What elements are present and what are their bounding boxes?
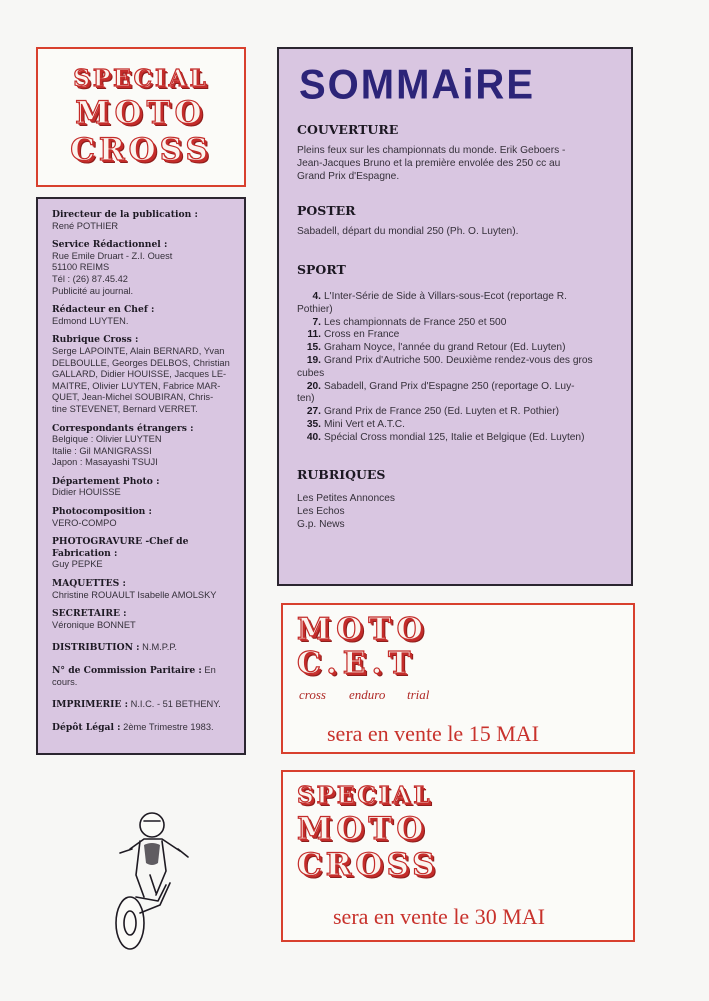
sport-item xyxy=(295,355,615,368)
sport-item-text: Cross en France xyxy=(324,329,400,341)
sport-list xyxy=(295,291,615,445)
logo-line-moto: MOTO xyxy=(75,95,207,131)
masthead-text: Didier HOUISSE xyxy=(52,487,121,498)
masthead-label: Service Rédactionnel : xyxy=(52,239,168,251)
masthead-label: Rédacteur en Chef : xyxy=(52,304,155,316)
couverture-line: Pleins feux sur les championnats du monde. Erik Geboers - xyxy=(297,145,566,156)
sport-item-text: ten) xyxy=(297,393,315,405)
masthead-label: Photocomposition : xyxy=(52,506,152,518)
section-poster-text xyxy=(295,225,615,238)
section-poster-heading: POSTER xyxy=(297,203,356,218)
masthead-text: QUET, Jean-Michel SOUBIRAN, Chris- xyxy=(52,392,214,403)
masthead-text: VERO-COMPO xyxy=(52,517,117,528)
sport-item-page: 40. xyxy=(306,431,321,443)
masthead-block xyxy=(52,334,232,415)
logo-box-top xyxy=(36,47,246,187)
ad-special-line-moto: MOTO xyxy=(297,811,429,847)
sport-item-text: Mini Vert et A.T.C. xyxy=(324,418,405,430)
masthead-text: N.I.C. - 51 BETHENY. xyxy=(130,699,221,710)
masthead-block xyxy=(52,536,232,571)
masthead-text: En cours. xyxy=(52,665,216,687)
couverture-line: Grand Prix d'Espagne. xyxy=(297,171,400,182)
rubrique-item: Les Echos xyxy=(297,505,345,517)
sport-item-page: 35. xyxy=(306,418,321,430)
poster-line: Sabadell, départ du mondial 250 (Ph. O. Luyten). xyxy=(297,226,519,237)
masthead-text: MAITRE, Olivier LUYTEN, Fabrice MAR- xyxy=(52,380,221,391)
sport-item xyxy=(295,329,615,342)
masthead-block xyxy=(52,239,232,297)
sport-item-text: Les championnats de France 250 et 500 xyxy=(324,316,507,328)
sommaire-title: SOMMAiRE xyxy=(299,61,535,109)
masthead-text: GALLARD, Didier HOUISSE, Jacques LE- xyxy=(52,369,227,380)
rubrique-item: G.p. News xyxy=(297,518,345,530)
sport-item-page: 7. xyxy=(312,316,321,328)
masthead-text: 2ème Trimestre 1983. xyxy=(123,721,214,732)
masthead-block xyxy=(52,209,232,232)
sport-item xyxy=(295,432,615,445)
sport-item-text: cubes xyxy=(297,367,325,379)
sport-item xyxy=(295,406,615,419)
ad-cet-sub-cross: cross xyxy=(299,687,326,702)
ad-special-moto-cross xyxy=(281,770,635,942)
masthead-text: Tél : (26) 87.45.42 xyxy=(52,273,128,284)
masthead-text: René POTHIER xyxy=(52,220,119,231)
masthead-panel xyxy=(36,197,246,755)
couverture-line: Jean-Jacques Bruno et la première envolée des 250 cc au xyxy=(297,158,561,169)
logo-line-special: SPECIAL xyxy=(73,65,209,92)
rubrique-item: Les Petites Annonces xyxy=(297,492,395,504)
masthead-label: DISTRIBUTION : xyxy=(52,642,140,654)
masthead-text: N.M.P.P. xyxy=(142,642,177,653)
masthead-inline-block xyxy=(52,642,232,654)
sport-item-text: Grand Prix de France 250 (Ed. Luyten et R. Pothier) xyxy=(324,406,559,418)
section-rubriques-heading: RUBRIQUES xyxy=(297,466,386,482)
masthead-text: Rue Emile Druart - Z.I. Ouest xyxy=(52,250,173,261)
masthead-block xyxy=(52,578,232,601)
ad-special-sale-date: sera en vente le 30 MAI xyxy=(333,904,545,929)
sport-item xyxy=(295,291,615,304)
logo-line-cross: CROSS xyxy=(70,132,212,168)
masthead-block xyxy=(52,506,232,529)
sport-item-text: Pothier) xyxy=(297,303,333,315)
masthead-text: Serge LAPOINTE, Alain BERNARD, Yvan xyxy=(52,345,225,356)
masthead-block xyxy=(52,423,232,469)
masthead-inline-block xyxy=(52,699,232,711)
masthead-label: Correspondants étrangers : xyxy=(52,422,194,434)
ad-cet-line-moto: MOTO xyxy=(297,612,429,647)
masthead-label: MAQUETTES : xyxy=(52,578,126,590)
sport-item-page: 4. xyxy=(312,291,321,302)
masthead-label: Dépôt Légal : xyxy=(52,721,121,733)
masthead-text: Japon : Masayashi TSUJI xyxy=(52,457,158,468)
masthead-text: Guy PEPKE xyxy=(52,559,103,570)
masthead-text: Italie : Gil MANIGRASSI xyxy=(52,445,152,456)
section-couverture-heading: COUVERTURE xyxy=(297,122,399,137)
sport-item xyxy=(295,419,615,432)
sport-item xyxy=(295,381,615,394)
ad-special-line-cross: CROSS xyxy=(297,847,439,883)
sport-item-page: 20. xyxy=(306,380,321,392)
masthead-text: tine STEVENET, Bernard VERRET. xyxy=(52,403,198,414)
masthead-text: Publicité au journal. xyxy=(52,285,134,296)
sport-item-text: L'Inter-Série de Side à Villars-sous-Ecot (reportage R. xyxy=(324,291,567,302)
ad-cet-sale-date: sera en vente le 15 MAI xyxy=(327,721,539,746)
masthead-text: Véronique BONNET xyxy=(52,619,136,630)
masthead-text: DELBOULLE, Georges DELBOS, Christian xyxy=(52,357,230,368)
masthead-inline-block xyxy=(52,665,232,688)
masthead-block xyxy=(52,476,232,499)
section-sport-heading: SPORT xyxy=(297,262,346,277)
ad-cet-sub-trial: trial xyxy=(407,687,430,702)
sport-item-page: 15. xyxy=(306,342,321,354)
motocross-rider-illustration xyxy=(100,805,200,955)
rubriques-list xyxy=(295,492,615,531)
sport-item-text: Spécial Cross mondial 125, Italie et Belgique (Ed. Luyten) xyxy=(324,431,585,443)
sport-item-page: 27. xyxy=(306,406,321,418)
masthead-text: 51100 REIMS xyxy=(52,262,110,273)
masthead-label: PHOTOGRAVURE -Chef de Fabrication : xyxy=(52,536,189,559)
masthead-text: Edmond LUYTEN. xyxy=(52,315,129,326)
sport-item-text: Grand Prix d'Autriche 500. Deuxième rendez-vous des gros xyxy=(324,354,593,366)
masthead-label: N° de Commission Paritaire : xyxy=(52,665,202,676)
sport-item xyxy=(295,368,615,381)
masthead-label: SECRETAIRE : xyxy=(52,608,127,620)
masthead-label: Rubrique Cross : xyxy=(52,334,139,346)
sport-item-page: 19. xyxy=(306,354,321,366)
sport-item-text: Sabadell, Grand Prix d'Espagne 250 (reportage O. Luy- xyxy=(324,380,575,392)
masthead-text: Belgique : Olivier LUYTEN xyxy=(52,434,162,445)
masthead-label: Département Photo : xyxy=(52,475,160,487)
masthead-label: IMPRIMERIE : xyxy=(52,699,129,711)
section-couverture-text xyxy=(295,144,615,183)
sport-item xyxy=(295,317,615,330)
sport-item xyxy=(295,304,615,317)
masthead-inline-block xyxy=(52,722,232,734)
ad-special-line-special: SPECIAL xyxy=(297,782,433,809)
sport-item xyxy=(295,342,615,355)
sommaire-panel xyxy=(277,47,633,586)
masthead-block xyxy=(52,608,232,631)
masthead-block xyxy=(52,304,232,327)
ad-cet-sub-enduro: enduro xyxy=(349,687,386,702)
ad-cet-line-cet: C.E.T xyxy=(297,646,417,681)
masthead-text: Christine ROUAULT Isabelle AMOLSKY xyxy=(52,589,217,600)
sport-item-page: 11. xyxy=(307,329,321,341)
sport-item xyxy=(295,393,615,406)
sport-item-text: Graham Noyce, l'année du grand Retour (Ed. Luyten) xyxy=(324,342,566,354)
masthead-label: Directeur de la publication : xyxy=(52,209,198,220)
ad-moto-cet xyxy=(281,603,635,754)
